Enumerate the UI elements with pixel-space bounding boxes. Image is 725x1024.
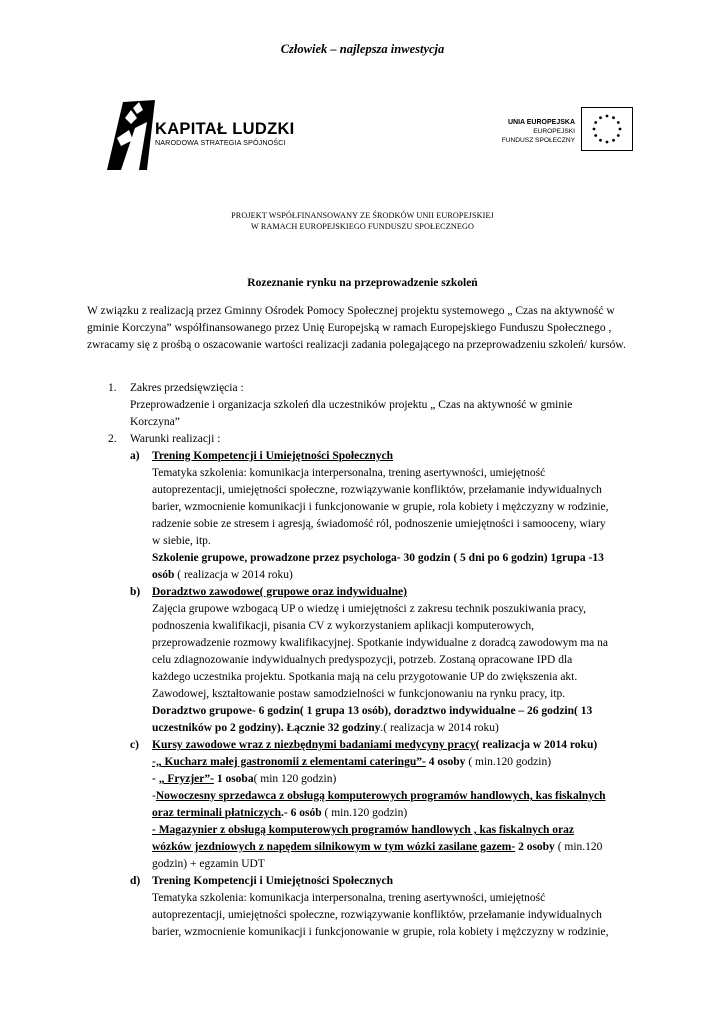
intro-paragraph: W związku z realizacją przez Gminny Ośrodek Pomocy Społecznej projektu systemowego „ Czas na aktywność w gminie Korczyna” współfinansowanego przez Unię Europejską w ramach Europejskiego Funduszu Społecznego , zwracamy się z prośbą o oszacowanie wartości realizacji zadania polegającego na przeprowadzeniu szkoleń/ kursów. [87,305,626,351]
b-letter: b) [130,586,141,598]
item1-text-line1: Przeprowadzenie i organizacja szkoleń dla uczestników projektu „ Czas na aktywność w gminie [130,399,573,411]
item1-text-line2: Korczyna” [130,416,180,428]
c-heading: Kursy zawodowe wraz z niezbędnymi badaniami medycyny pracy [152,739,476,751]
item2-label: Warunki realizacji : [130,433,221,445]
c-letter: c) [130,739,139,751]
a-bold-line2: osób [152,569,175,581]
eu-line3: FUNDUSZ SPOŁECZNY [501,137,575,144]
item1-number: 1. [108,382,117,394]
kl-subtitle: NARODOWA STRATEGIA SPÓJNOŚCI [155,138,286,147]
c-kurs4-count: 2 osoby [515,841,555,853]
c-kurs3-count: .- 6 osób [281,807,322,819]
c-kurs3-line2 [152,805,407,822]
kapital-ludzki-text [155,120,295,148]
c-kurs4-hours1: ( min.120 [554,841,603,853]
project-cofinancing [0,210,725,232]
c-kurs4-hours2: godzin) + egzamin UDT [152,858,265,870]
c-kurs3-hours: ( min.120 godzin) [321,807,408,819]
a-line-1: Tematyka szkolenia: komunikacja interpersonalna, trening asertywności, umiejętność [152,467,546,479]
b-line-2: podnoszenia kwalifikacji, pisania CV z wykorzystaniem aplikacji komputerowych, [152,620,535,632]
project-line2: W RAMACH EUROPEJSKIEGO FUNDUSZU SPOŁECZNEGO [251,222,474,231]
a-summary-line2 [152,567,293,584]
a-heading: Trening Kompetencji i Umiejętności Społecznych [152,450,394,462]
project-line1: PROJEKT WSPÓŁFINANSOWANY ZE ŚRODKÓW UNII EUROPEJSKIEJ [231,211,494,220]
c-kurs3-line1 [152,788,606,805]
a-bold-line1: Szkolenie grupowe, prowadzone przez psychologa- 30 godzin ( 5 dni po 6 godzin) 1grupa -13 [152,552,604,564]
c-kurs1-name: -„ Kucharz małej gastronomii z elementami cateringu”- [152,756,426,768]
c-kurs2-hours: ( min 120 godzin) [253,773,337,785]
c-kurs4-name1: - Magazynier z obsługą komputerowych programów handlowych , kas fiskalnych oraz [152,824,575,836]
b-line-4: celu zdiagnozowanie indywidualnych predyspozycji, potrzeb. Zostaną opracowane IPD dla [152,654,573,666]
a-line-5: w siebie, itp. [152,535,211,547]
c-kurs1 [152,754,551,771]
document-title: Rozeznanie rynku na przeprowadzenie szkoleń [247,277,478,289]
b-line-6: Zawodowej, kształtowanie postaw samodzielności w funkcjonowaniu na rynku pracy, itp. [152,688,566,700]
c-kurs3-name1: Nowoczesny sprzedawca z obsługą komputerowych programów handlowych, kas fiskalnych [155,790,606,802]
c-kurs2 [152,771,336,788]
a-line-4: radzenie sobie ze stresem i agresją, świadomość ról, podnoszenie umiejętności i samooceny, wiary [152,518,606,530]
d-line-3: barier, wzmocnienie komunikacji i funkcjonowanie w grupie, rola kobiety i mężczyzny w rodzinie, [152,926,609,938]
d-line-1: Tematyka szkolenia: komunikacja interpersonalna, trening asertywności, umiejętność [152,892,546,904]
d-line-2: autoprezentacji, umiejętności społeczne, rozwiązywanie konfliktów, przełamanie indywidualnych [152,909,602,921]
motto: Człowiek – najlepsza inwestycja [280,42,445,56]
c-kurs4-name2: wózków jezdniowych z napędem silnikowym w tym wózki zasilane gazem- [152,841,516,853]
c-kurs3-name2: oraz terminali płatniczych [152,807,282,819]
c-kurs2-name: „ Fryzjer”- [158,773,214,785]
a-letter: a) [130,450,140,462]
c-heading-suffix: ( realizacja w 2014 roku) [475,739,598,751]
b-line-1: Zajęcia grupowe wzbogacą UP o wiedzę i umiejętności z zakresu technik poszukiwania pracy, [152,603,587,615]
b-bold-line2: uczestników po 2 godziny). Łącznie 32 godziny [152,722,381,734]
b-line-3: przeprowadzenie rozmowy kwalifikacyjnej. Spotkanie indywidualne z doradcą zawodowym ma na [152,637,609,649]
c-kurs1-count: 4 osoby [425,756,466,768]
item2-number: 2. [108,433,117,445]
c-kurs4-line2 [152,839,602,856]
c-heading-line [152,737,597,754]
c-kurs3-dash: - [152,790,156,802]
c-kurs2-count: 1 osoba [213,773,254,785]
b-summary-line2 [152,720,499,737]
b-heading: Doradztwo zawodowe( grupowe oraz indywidualne) [152,586,407,598]
b-bold-line1: Doradztwo grupowe- 6 godzin( 1 grupa 13 osób), doradztwo indywidualne – 26 godzin( 13 [152,705,593,717]
c-kurs2-dash: - [152,773,159,785]
item1-label: Zakres przedsięwzięcia : [130,382,244,394]
a-note: ( realizacja w 2014 roku) [174,569,293,581]
eu-logo-text [502,118,575,145]
a-line-3: barier, wzmocnienie komunikacji i funkcjonowanie w grupie, rola kobiety i mężczyzny w rodzinie, [152,501,609,513]
b-note: .( realizacja w 2014 roku) [380,722,499,734]
eu-flag-icon [581,107,633,151]
c-kurs1-hours: ( min.120 godzin) [465,756,552,768]
eu-line1: UNIA EUROPEJSKA [507,119,575,126]
d-heading: Trening Kompetencji i Umiejętności Społecznych [152,875,394,887]
a-line-2: autoprezentacji, umiejętności społeczne, rozwiązywanie konfliktów, przełamanie indywidualnych [152,484,602,496]
eu-line2: EUROPEJSKI [533,128,575,135]
kl-title: KAPITAŁ LUDZKI [155,120,295,138]
d-letter: d) [130,875,141,887]
b-line-5: każdego uczestnika projektu. Spotkania mają na celu przygotowanie UP do zwiększenia akt. [152,671,578,683]
